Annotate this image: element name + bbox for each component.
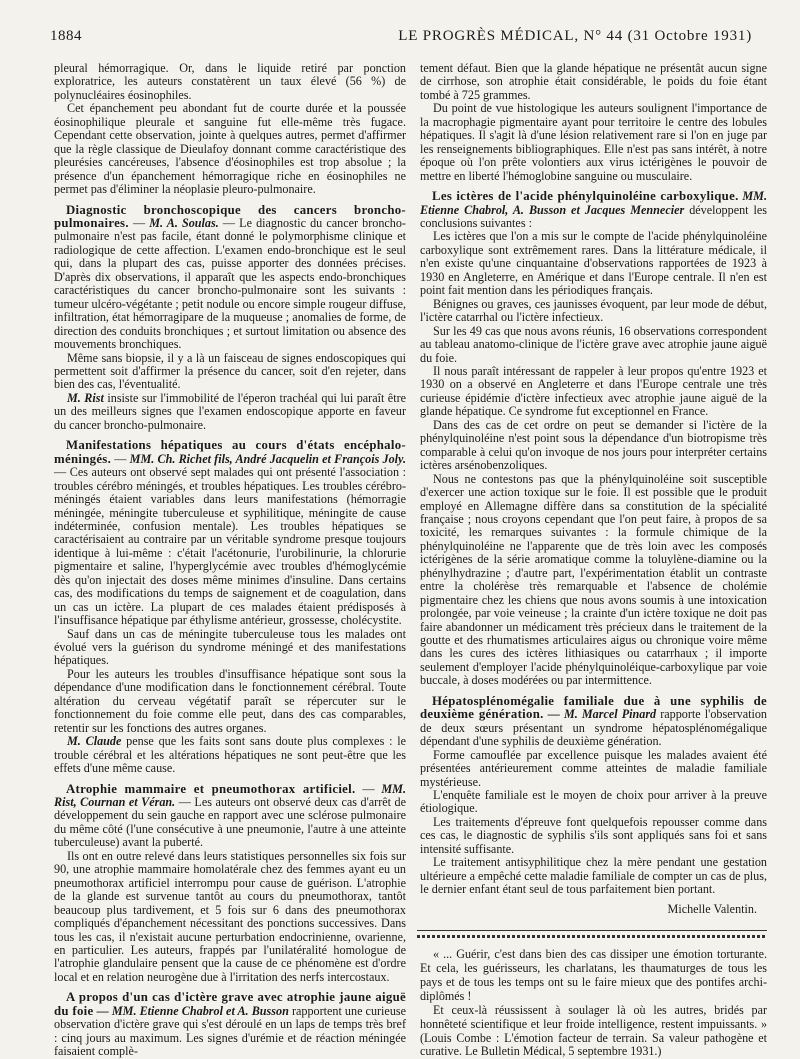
journal-title: LE PROGRÈS MÉDICAL, N° 44 (31 Octobre 1931) [398, 28, 752, 44]
paragraph: Les traitements d'épreuve font quelquefois repousser comme dans ces cas, le diagnostic de syphilis s'ils sont appliqués sans foi et sans intensité suffisante. [420, 814, 767, 856]
section-hepatosplenomegalie [420, 695, 767, 749]
section-authors: MM. Etienne Chabrol, A. Busson et Jacques Mennecier [420, 189, 767, 217]
paragraph: Ils ont en outre relevé dans leurs statistiques personnelles six fois sur 90, une atrophie mammaire homolatérale chez des femmes ayant eu un pneumothorax artificiel interrompu pour cause de guérison. L'atrophie de la glande est survenue tantôt au cours du pneumothorax, tantôt beaucoup plus tardivement, et 5 fois sur 6 dans des pneumothorax compliqués d'épanchement nécessitant des ponctions successives. Dans tous les cas, il n'existait aucune perturbation endocrinienne, ovarienne, en particulier. Les auteurs, frappés par l'unilatéralité homologue de l'atrophie glandulaire pensent que la cause de ce phénomène est d'ordre local et en relation neurogène due à l'irritation des nerfs intercostaux. [54, 848, 406, 984]
quotation-paragraph: « ... Guérir, c'est dans bien des cas dissiper une émotion torturante. Et cela, les guérisseurs, les charlatans, les thaumaturges de tous les pays et de tous les temps ont su le faire mieux que des pontifes archi-diplômés ! [420, 947, 767, 1003]
section-authors: — M. Marcel Pinard [547, 707, 657, 722]
paragraph: Cet épanchement peu abondant fut de courte durée et la poussée éosinophilique pleurale et sanguine fut elle-même très fugace. Cependant cette observation, jointe à quelques autres, permet d'affirmer que la règle classique de Dieulafoy donnant comme caractéristique des pleurésies cancéreuses, l'absence d'éosinophiles est trop absolue ; la présence d'un épanchement hémorragique riche en éosinophiles ne permet pas d'éliminer la néoplasie pleuro-pulmonaire. [54, 101, 406, 197]
paragraph: pleural hémorragique. Or, dans le liquide retiré par ponction exploratrice, les auteurs constatèrent un taux élevé (56 %) de polynucléaires éosinophiles. [54, 61, 406, 102]
section-icteres-phenylquinoleine [420, 190, 767, 230]
section-ictere-grave [54, 991, 406, 1058]
divider-line [417, 930, 767, 931]
section-text: rapporte l'observation de deux sœurs présentant un syndrome hépatosplénomégalique dépendant d'une syphilis de deuxième génération. [420, 707, 767, 749]
section-authors: MM. Ch. Richet fils, André Jacquelin et François Joly. [129, 451, 407, 466]
author-signature: Michelle Valentin. [667, 901, 757, 916]
left-column [54, 61, 407, 1059]
section-text: rapportent une curieuse observation d'ictère grave qui s'est déroulé en un laps de temps très bref : cinq jours au maximum. Les signes d'urémie et de réaction méningée faisaient complè- [54, 1003, 407, 1059]
section-text: — Les auteurs ont observé deux cas d'arrêt de développement du sein gauche en rapport avec une sclérose pulmonaire du même côté (l'une consécutive à une pneumonie, l'autre à une atteinte tuberculeuse) avant la puberté. [54, 795, 406, 850]
paragraph: Il nous paraît intéressant de rappeler à leur propos qu'entre 1923 et 1930 on a observé en Angleterre et dans l'Europe centrale une très curieuse épidémie d'ictère infectieux avec atrophie jaune aiguë de la glande hépatique. Ce syndrome fut exceptionnel en France. [420, 363, 767, 419]
author-name: M. Rist [67, 390, 104, 405]
divider-dots [417, 935, 767, 938]
section-text: développent les conclusions suivantes : [420, 202, 767, 230]
section-text: — Le diagnostic du cancer broncho-pulmonaire n'est pas facile, étant donné le polymorphisme clinique et radiologique de cette affection. L'examen endo-bronchique est le seul qui, dans la plupart des cas, puisse apporter des données précises. D'après dix observations, il apparaît que les aspects endo-bronchiques caractéristiques du cancer broncho-pulmonaire sont les suivants : tumeur ulcéro-végétante ; petit nodule ou encore simple rougeur diffuse, infiltration, état hémorragipare de la muqueuse ; anomalies de forme, de direction des conduits bronchiques ; et surtout limitation ou absence des mouvements bronchiques. [54, 215, 406, 352]
paragraph-text: pense que les faits sont sans doute plus complexes : le trouble cérébral et les altérations hépatiques ne sont peut-être que les effets d'une même cause. [54, 734, 406, 776]
paragraph: Même sans biopsie, il y a là un faisceau de signes endoscopiques qui permettent soit d'affirmer la présence du cancer, soit d'en rejeter, dans bien des cas, l'éventualité. [54, 350, 406, 392]
section-atrophie-mammaire: Atrophie mammaire et pneumothorax artificiel. — MM. Rist, Cournan et Véran. — Les auteurs ont observé deux cas d'arrêt de développement du sein gauche en rapport avec une sclérose pulmonaire du même côté (l'une consécutive à une pneumonie, l'autre à une atteinte tuberculeuse) avant la puberté. [54, 781, 406, 850]
paragraph: Sur les 49 cas que nous avons réunis, 16 observations correspondent au tableau anatomo-clinique de l'ictère grave avec atrophie jaune aiguë du foie. [420, 323, 767, 365]
section-diagnostic-bronchoscopique: Diagnostic bronchoscopique des cancers broncho-pulmonaires. — M. A. Soulas. — Le diagnostic du cancer broncho-pulmonaire n'est pas facile, étant donné le polymorphisme clinique et radiologique de cette affection. L'examen endo-bronchique est le seul qui, dans la plupart des cas, puisse apporter des données précises. D'après dix observations, il apparaît que les aspects endo-bronchiques caractéristiques du cancer broncho-pulmonaire sont les suivants : tumeur ulcéro-végétante ; petit nodule ou encore simple rougeur diffuse, infiltration, état hémorragipare de la muqueuse ; anomalies de forme, de direction des conduits bronchiques ; et surtout limitation ou absence des mouvements bronchiques. [54, 202, 406, 352]
section-heading: Atrophie mammaire et pneumothorax artificiel. [66, 781, 356, 796]
paragraph: Sauf dans un cas de méningite tuberculeuse tous les malades ont évolué vers la guérison du syndrome méningé et des manifestations hépatiques. [54, 626, 406, 668]
section-heading: Hépatosplénomégalie familiale due à une syphilis de deuxième génération. [420, 693, 767, 722]
paragraph: Pour les auteurs les troubles d'insuffisance hépatique sont sous la dépendance d'une modification dans le fonctionnement cérébral. Toute altération du cerveau végétatif paraît se répercuter sur le fonctionnement du foie comme elle peut, dans des cas comparables, retentir sur les fonctions des autres organes. [54, 666, 406, 735]
paragraph-text: insiste sur l'immobilité de l'éperon trachéal qui lui paraît être un des meilleurs signes que l'examen endoscopique apporte en faveur du cancer broncho-pulmonaire. [54, 390, 406, 432]
section-heading: Manifestations hépatiques au cours d'états encéphalo-méningés. [54, 438, 406, 466]
paragraph: Le traitement antisyphilitique chez la mère pendant une gestation ultérieure a empêché cette maladie familiale de compter un cas de plus, le dernier enfant étant seul de tous parfaitement bien portant. [420, 855, 767, 897]
page-number: 1884 [50, 28, 82, 44]
paragraph: Du point de vue histologique les auteurs soulignent l'importance de la macrophagie pigmentaire ayant pour territoire le centre des lobules hépatiques. Il s'agit là d'une lésion relativement rare si l'on en juge par les renseignements bibliographiques. Elle n'est pas sans intérêt, à notre époque où l'on prête volontiers aux virus ictérigènes le pouvoir de mettre en liberté l'hémoglobine sanguine ou musculaire. [420, 101, 767, 183]
paragraph [54, 392, 406, 432]
section-divider [417, 930, 767, 938]
paragraph: Dans des cas de cet ordre on peut se demander si l'ictère de la phénylquinoléine n'est point sous la dépendance d'un biotropisme très comparable à celui qu'on invoque de nos jours pour interpréter certains ictères arsénobenzoliques. [420, 417, 767, 473]
paragraph: Nous ne contestons pas que la phénylquinoléine soit susceptible d'exercer une action toxique sur le foie. Il est possible que le produit employé en Allemagne diffère dans sa constitution de la spécialité française ; nous croyons cependant que l'on peut faire, à propos de sa toxicité, les remarques suivantes : la formule chimique de la phénylquinoléine ne l'apparente que de très loin avec les composés ictérigènes de la série aromatique comme la toluylène-diamine ou la phénylhydrazine ; d'autre part, l'expérimentation établit un contraste entre la cholérèse très remarquable et l'absence de cholémie pigmentaire chez les chiens que nous avons soumis à une intoxication prolongée, par voie veineuse ; la crainte d'un ictère toxique ne doit pas faire abandonner un médicament très précieux dans le traitement de la goutte et des rhumatismes articulaires aigus ou chronique voire même dans les cures des ictères lithiasiques ou catarrhaux ; il importe seulement d'employer l'acide phénylquinoléique-carboxylique par voie buccale, à doses modérées ou par intermittence. [420, 471, 767, 688]
section-authors: M. A. Soulas. [149, 215, 219, 230]
right-column [420, 61, 767, 1059]
paragraph: tement défaut. Bien que la glande hépatique ne présentât aucun signe de cirrhose, son atrophie était considérable, le poids du foie étant tombé à 725 grammes. [420, 61, 767, 102]
section-authors: MM. Rist, Cournan et Véran. [54, 781, 406, 810]
page-header [50, 28, 752, 45]
paragraph: Bénignes ou graves, ces jaunisses évoquent, par leur mode de début, l'ictère catarrhal ou l'ictère infectieux. [420, 296, 767, 325]
section-text: — Ces auteurs ont observé sept malades qui ont présenté l'association : troubles cérébro méningés, et troubles hépatiques. Les troubles cérébro-méningés étaient variables dans leurs manifestations (hémorragie méningée, méningite tuberculeuse et syphilitique, méningite de cause indéterminée, confusion mentale). Les troubles hépatiques se caractérisaient au contraire par un véritable syndrome presque toujours identique à lui-même : c'était l'acétonurie, l'urobilinurie, la chlorurie pigmentaire et saline, l'hyperglycémie avec troubles d'hémoglycémie dès qu'on injectait des doses même minimes d'insuline. Dans certains cas, des modifications du temps de saignement et de coagulation, dans un cas un ictère. La plupart de ces malades étaient prédisposés à l'insuffisance hépatique par éthylisme antérieur, grossesse, cholécystite. [54, 465, 406, 628]
section-manifestations-hepatiques: Manifestations hépatiques au cours d'états encéphalo-méningés. — MM. Ch. Richet fils, André Jacquelin et François Joly. — Ces auteurs ont observé sept malades qui ont présenté l'association : troubles cérébro méningés, et troubles hépatiques. Les troubles cérébro-méningés étaient variables dans leurs manifestations (hémorragie méningée, méningite tuberculeuse et syphilitique, méningite de cause indéterminée, confusion mentale). Les troubles hépatiques se caractérisaient au contraire par un véritable syndrome presque toujours identique à lui-même : c'était l'acétonurie, l'urobilinurie, la chlorurie pigmentaire et saline, l'hyperglycémie avec troubles d'hémoglycémie dès qu'on injectait des doses même minimes d'insuline. Dans certains cas, des modifications du temps de saignement et de coagulation, dans un cas un ictère. La plupart de ces malades étaient prédisposés à l'insuffisance hépatique par éthylisme antérieur, grossesse, cholécystite. [54, 438, 407, 628]
section-heading: A propos d'un cas d'ictère grave avec atrophie jaune aiguë du foie [54, 990, 406, 1018]
paragraph: Les ictères que l'on a mis sur le compte de l'acide phénylquinoléine carboxylique sont extrêmement rares. Dans la littérature médicale, il n'en existe qu'une cinquantaine d'observations rapportées de 1923 à 1930 en Angleterre, en Amérique et dans l'Europe centrale. Il n'en est point fait mention dans les périodiques français. [420, 229, 767, 298]
paragraph: L'enquête familiale est le moyen de choix pour arriver à la preuve étiologique. [420, 788, 767, 816]
paragraph: Forme camouflée par excellence puisque les malades avaient été présentées antérieurement comme atteintes de maladie familiale mystérieuse. [420, 747, 767, 789]
section-heading: Les ictères de l'acide phénylquinoléine carboxylique. [432, 189, 739, 204]
section-heading: Diagnostic bronchoscopique des cancers broncho-pulmonaires. [54, 202, 406, 230]
quotation-paragraph: Et ceux-là réussissent à soulager là où les autres, bridés par honnêteté scientifique et leur froide intelligence, restent impuissants. » (Louis Combe : L'émotion facteur de terrain. Sa valeur pathogène et curative. Le Bulletin Médical, 5 septembre 1931.) [420, 1002, 767, 1059]
author-name: M. Claude [67, 734, 122, 749]
section-authors: — MM. Etienne Chabrol et A. Busson [96, 1003, 289, 1018]
paragraph [54, 735, 406, 775]
